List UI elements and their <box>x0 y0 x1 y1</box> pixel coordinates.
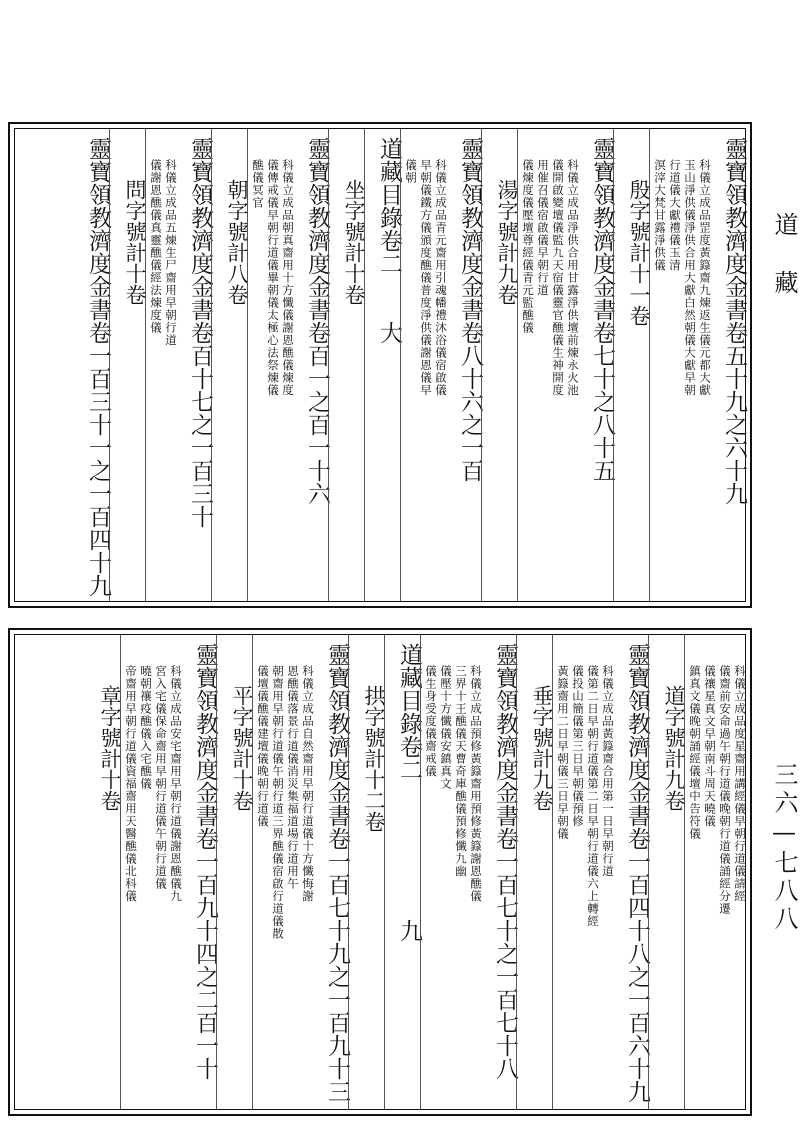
book-title: 靈寶領教濟度金書卷一百七十之一百七十八 <box>492 643 518 1080</box>
volume-heading: 章字號計十卷 <box>98 685 122 811</box>
contents-note: 用催召儀宿啟儀早朝行道 <box>536 159 550 297</box>
contents-note: 科儀立成品黃籙齋合用第一日早朝行道 <box>601 665 615 878</box>
contents-note: 儀朝 <box>404 159 418 184</box>
book-title: 靈寶領教濟度金書卷一百四十八之一百六十九 <box>624 643 650 1103</box>
book-title: 道藏目錄卷二 大 <box>376 137 402 344</box>
top-panel <box>8 122 752 608</box>
volume-heading: 平字號計十卷 <box>230 685 254 811</box>
book-title: 靈寶領教濟度金書卷百十七之一百三十 <box>187 137 213 528</box>
entry-column <box>109 129 145 601</box>
entry-column <box>649 129 745 601</box>
entry-column <box>613 129 649 601</box>
volume-heading: 殷字號計十一卷 <box>627 179 651 326</box>
book-title: 靈寶領教濟度金書卷一百九十四之二百一十 <box>192 643 218 1080</box>
entry-column <box>252 635 348 1109</box>
top-panel-columns <box>14 128 746 602</box>
entry-column <box>420 635 516 1109</box>
entry-column <box>516 635 552 1109</box>
contents-note: 儀開啟變壇儀監九天宿儀靈官醮儀生神開度 <box>551 159 565 397</box>
contents-note: 科儀立成品安宅齋用早朝行道儀謝恩醮儀九 <box>169 665 183 903</box>
book-title: 道藏目錄卷二 九 <box>396 643 422 942</box>
contents-note: 三界十王醮儀天曹奇庫醮儀預修懺九幽 <box>454 665 468 878</box>
contents-note: 朝齋用早朝行道儀午朝行道三界醮儀宿啟行道儀散 <box>271 665 285 940</box>
contents-note: 行道儀大獻禮儀玉清 <box>668 159 682 272</box>
contents-note: 溟滓大梵甘露淨供儀 <box>653 159 667 272</box>
entry-column <box>684 635 745 1109</box>
entry-column <box>384 635 420 1109</box>
volume-heading: 朝字號計八卷 <box>225 179 249 305</box>
contents-note: 儀投山簡儀第三日早朝儀預修 <box>571 665 585 828</box>
contents-note: 科儀立成品罡度黃籙齋九煉返生儀元都大獻 <box>698 159 712 397</box>
contents-note: 恩醮儀落景行道儀消災集福道場行道用午 <box>286 665 300 890</box>
collection-title: 道藏 <box>770 212 798 328</box>
contents-note: 科儀立成品五煉生尸齋用早朝行道 <box>164 159 178 347</box>
volume-heading: 湯字號計九卷 <box>495 179 519 305</box>
contents-note: 儀謝恩醮儀真靈醮儀經法煉度儀 <box>149 159 163 334</box>
contents-note: 儀第二日早朝行道儀第二日早朝行道儀六上轉經 <box>586 665 600 928</box>
entry-column <box>400 129 481 601</box>
book-title: 靈寶領教濟度金書卷一百七十九之一百九十三 <box>324 643 350 1103</box>
contents-note: 早朝儀鐵方儀頒度醮儀普度淨供儀謝恩儀早 <box>419 159 433 397</box>
contents-note: 鎮真文儀晚朝誦經儀壇中告符儀 <box>688 665 702 840</box>
book-title: 靈寶領教濟度金書卷七十之八十五 <box>589 137 615 482</box>
contents-note: 儀禳星真文早朝南斗周天曉儀 <box>703 665 717 828</box>
contents-note: 玉山淨供儀淨供合用大獻白然朝儀大獻早朝 <box>683 159 697 397</box>
entry-column <box>552 635 648 1109</box>
entry-column <box>74 129 109 601</box>
contents-note: 宮入宅儀保命齋用早朝行道儀午朝行道儀 <box>154 665 168 890</box>
contents-note: 科儀立成品預修黃籙齋用預修黃籙謝恩醮儀 <box>469 665 483 903</box>
contents-note: 儀煉度儀壓壇尊經儀青元監醮儀 <box>521 159 535 334</box>
entry-column <box>211 129 247 601</box>
bottom-panel <box>8 628 752 1116</box>
contents-note: 儀壓十方懺儀安鎮真文 <box>439 665 453 790</box>
bottom-panel-columns <box>14 634 746 1110</box>
book-title: 靈寶領教濟度金書卷五十九之六十九 <box>721 137 747 505</box>
contents-note: 儀傳戒儀早朝行道儀畢朝儀太極心法祭煉儀 <box>266 159 280 397</box>
contents-note: 科儀立成品青元齋用引魂幡禮沐浴儀宿啟儀 <box>434 159 448 397</box>
contents-note: 儀壇儀醮儀建壇儀晚朝行道儀 <box>256 665 270 828</box>
contents-note: 科儀立成品度星齋用講經儀早朝行道儀請經 <box>733 665 747 903</box>
contents-note: 儀生身受度儀齋戒儀 <box>424 665 438 778</box>
page-number: 三六—七八八 <box>770 762 798 934</box>
entry-column <box>364 129 400 601</box>
contents-note: 科儀立成品淨供合用甘露淨供壇前煉永火池 <box>566 159 580 397</box>
contents-note: 帝齋用早朝行道儀資福齋用天醫醮儀北科儀 <box>124 665 138 903</box>
entry-column <box>481 129 517 601</box>
volume-heading: 道字號計九卷 <box>662 685 686 811</box>
contents-note: 科儀立成品自然齋用早朝行道儀十方懺悔謝 <box>301 665 315 903</box>
contents-note: 醮儀冥官 <box>251 159 265 209</box>
entry-column <box>328 129 364 601</box>
volume-heading: 拱字號計十二卷 <box>362 685 386 832</box>
book-title: 靈寶領教濟度金書卷百一之百一十六 <box>304 137 330 505</box>
entry-column <box>517 129 613 601</box>
book-title: 靈寶領教濟度金書卷八十六之一百 <box>457 137 483 482</box>
entry-column <box>247 129 328 601</box>
entry-column <box>216 635 252 1109</box>
volume-heading: 垂字號計九卷 <box>530 685 554 811</box>
book-title: 靈寶領教濟度金書卷一百三十一之一百四十九 <box>85 137 111 597</box>
entry-column <box>85 635 120 1109</box>
entry-column <box>348 635 384 1109</box>
contents-note: 科儀立成品朝真齋用十方懺儀謝恩醮儀煉度 <box>281 159 295 397</box>
contents-note: 黃籙齋用二日早朝儀三日早朝儀 <box>556 665 570 840</box>
volume-heading: 問字號計十卷 <box>123 179 147 305</box>
entry-column <box>145 129 211 601</box>
volume-heading: 坐字號計十卷 <box>342 179 366 305</box>
entry-column <box>648 635 684 1109</box>
entry-column <box>120 635 216 1109</box>
contents-note: 曉朝禳疫醮儀入宅醮儀 <box>139 665 153 790</box>
contents-note: 儀齋前安命過午朝行道儀晚朝行道儀誦經分遷 <box>718 665 732 915</box>
